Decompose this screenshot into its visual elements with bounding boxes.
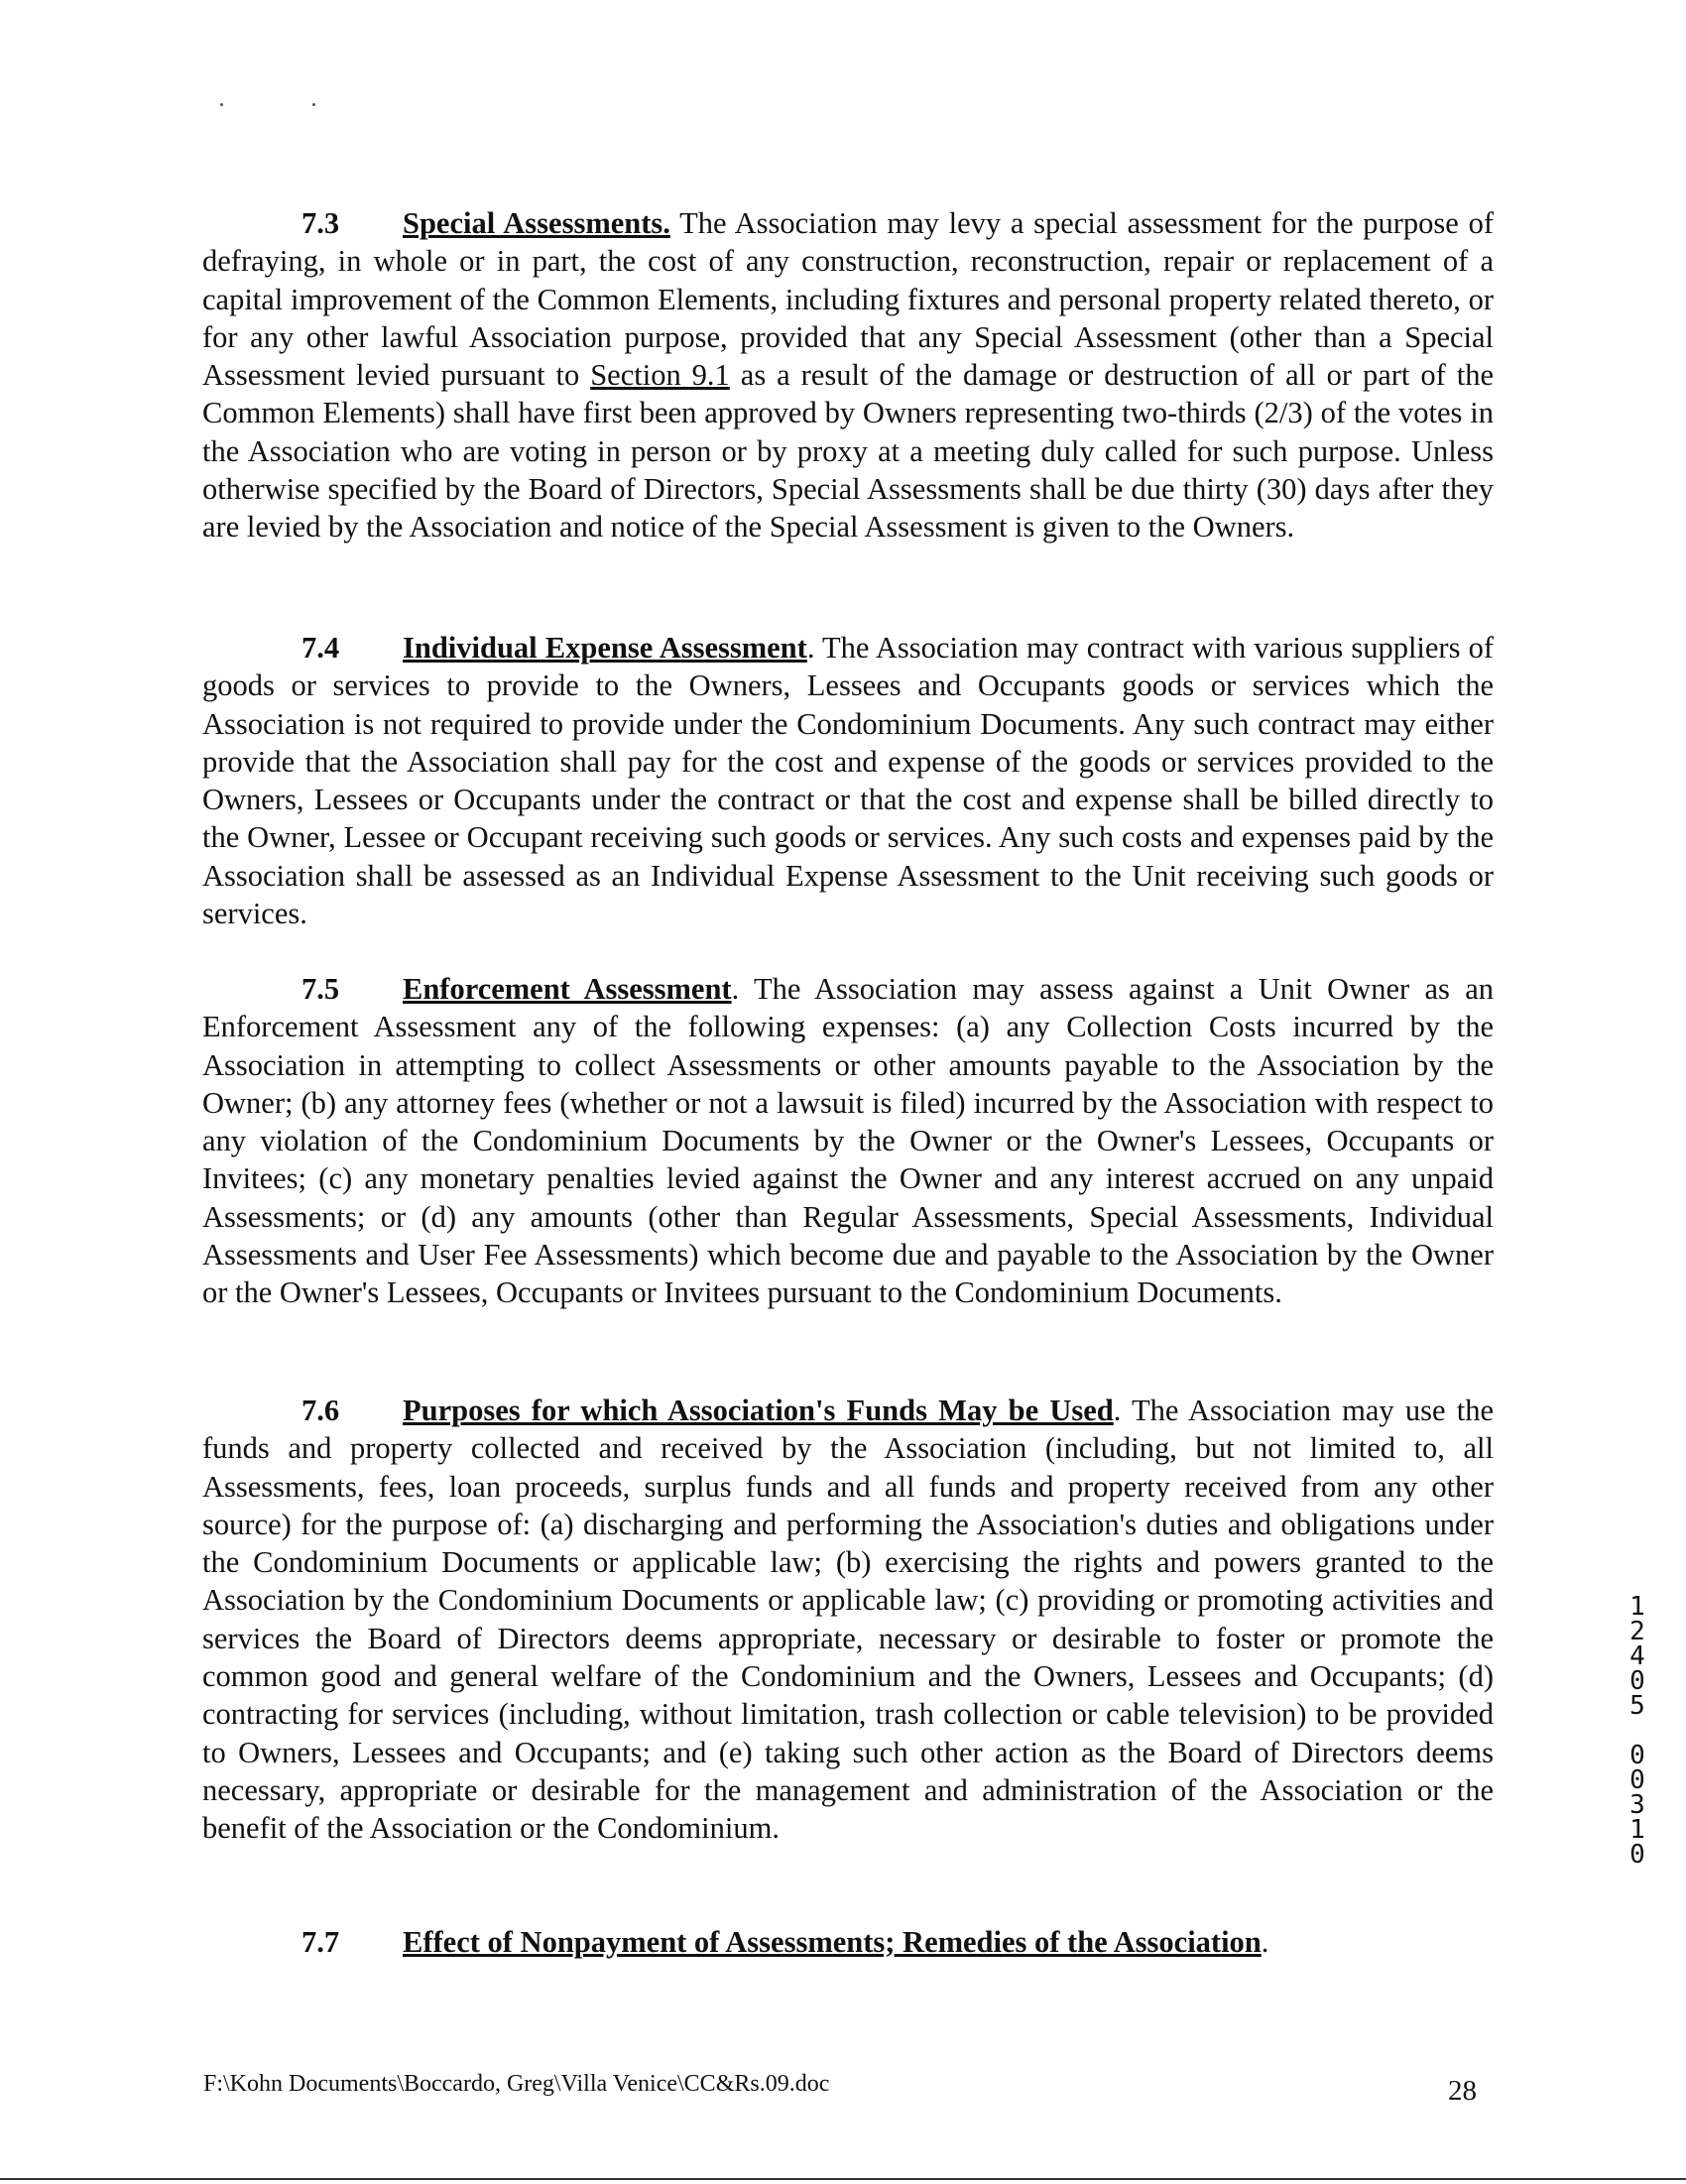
scan-edge-line: [0, 2178, 1686, 2180]
section-number: 7.7: [301, 1925, 340, 1959]
page-number: 28: [1448, 2075, 1477, 2107]
scan-speck: [312, 103, 315, 106]
scan-speck: [220, 103, 223, 106]
section-title: Individual Expense Assessment: [403, 631, 807, 665]
section-7-7: 7.7 Effect of Nonpayment of Assessments; Remedies of the Association.: [202, 1923, 1494, 1961]
section-title: Effect of Nonpayment of Assessments; Remedies of the Association: [403, 1925, 1262, 1959]
section-7-4: 7.4 Individual Expense Assessment. The Association may contract with various suppliers of goods or services to provide to the Owners, Lessees and Occupants goods or services which the Association is not required to provide under the Condominium Documents. Any such contract may either provide that the Association shall pay for the cost and expense of the goods or services provided to the Owners, Lessees or Occupants under the contract or that the cost and expense shall be billed directly to the Owner, Lessee or Occupant receiving such goods or services. Any such costs and expenses paid by the Association shall be assessed as an Individual Expense Assessment to the Unit receiving such goods or services.: [202, 631, 1494, 931]
document-id-stamp: 1 2 4 0 5 0 0 3 1 0: [1629, 1592, 1645, 1870]
section-7-5: 7.5 Enforcement Assessment. The Association may assess against a Unit Owner as an Enforcement Assessment any of the following expenses: (a) any Collection Costs incurred by the Association in attempting to collect Assessments or other amounts payable to the Association by the Owner; (b) any attorney fees (whether or not a lawsuit is filed) incurred by the Association with respect to any violation of the Condominium Documents by the Owner or the Owner's Lessees, Occupants or Invitees; (c) any monetary penalties levied against the Owner and any interest accrued on any unpaid Assessments; or (d) any amounts (other than Regular Assessments, Special Assessments, Individual Assessments and User Fee Assessments) which become due and payable to the Association by the Owner or the Owner's Lessees, Occupants or Invitees pursuant to the Condominium Documents.: [202, 972, 1494, 1310]
footer-file-path: F:\Kohn Documents\Boccardo, Greg\Villa Venice\CC&Rs.09.doc: [203, 2071, 830, 2097]
section-title: Purposes for which Association's Funds May be Used: [403, 1394, 1114, 1427]
section-number: 7.6: [301, 1394, 340, 1427]
section-7-3: 7.3 Special Assessments. The Association may levy a special assessment for the purpose of defraying, in whole or in part, the cost of any construction, reconstruction, repair or replacement of a capital improvement of the Common Elements, including fixtures and personal property related thereto, or for any other lawful Association purpose, provided that any Special Assessment (other than a Special Assessment levied pursuant to Section 9.1 as a result of the damage or destruction of all or part of the Common Elements) shall have first been approved by Owners representing two-thirds (2/3) of the votes in the Association who are voting in person or by proxy at a meeting duly called for such purpose. Unless otherwise specified by the Board of Directors, Special Assessments shall be due thirty (30) days after they are levied by the Association and notice of the Special Assessment is given to the Owners.: [202, 206, 1494, 545]
section-number: 7.4: [301, 631, 340, 665]
section-number: 7.3: [301, 206, 340, 240]
section-title: Special Assessments.: [403, 206, 670, 240]
section-reference-link: Section 9.1: [590, 358, 730, 393]
section-7-6: 7.6 Purposes for which Association's Funds May be Used. The Association may use the funds and property collected and received by the Association (including, but not limited to, all Assessments, fees, loan proceeds, surplus funds and all funds and property received from any other source) for the purpose of: (a) discharging and performing the Association's duties and obligations under the Condominium Documents or applicable law; (b) exercising the rights and powers granted to the Association by the Condominium Documents or applicable law; (c) providing or promoting activities and services the Board of Directors deems appropriate, necessary or desirable to foster or promote the common good and general welfare of the Condominium and the Owners, Lessees and Occupants; (d) contracting for services (including, without limitation, trash collection or cable television) to be provided to Owners, Lessees and Occupants; and (e) taking such other action as the Board of Directors deems necessary, appropriate or desirable for the management and administration of the Association or the benefit of the Association or the Condominium.: [202, 1394, 1495, 1846]
section-title: Enforcement Assessment: [403, 972, 732, 1006]
section-number: 7.5: [301, 972, 340, 1006]
